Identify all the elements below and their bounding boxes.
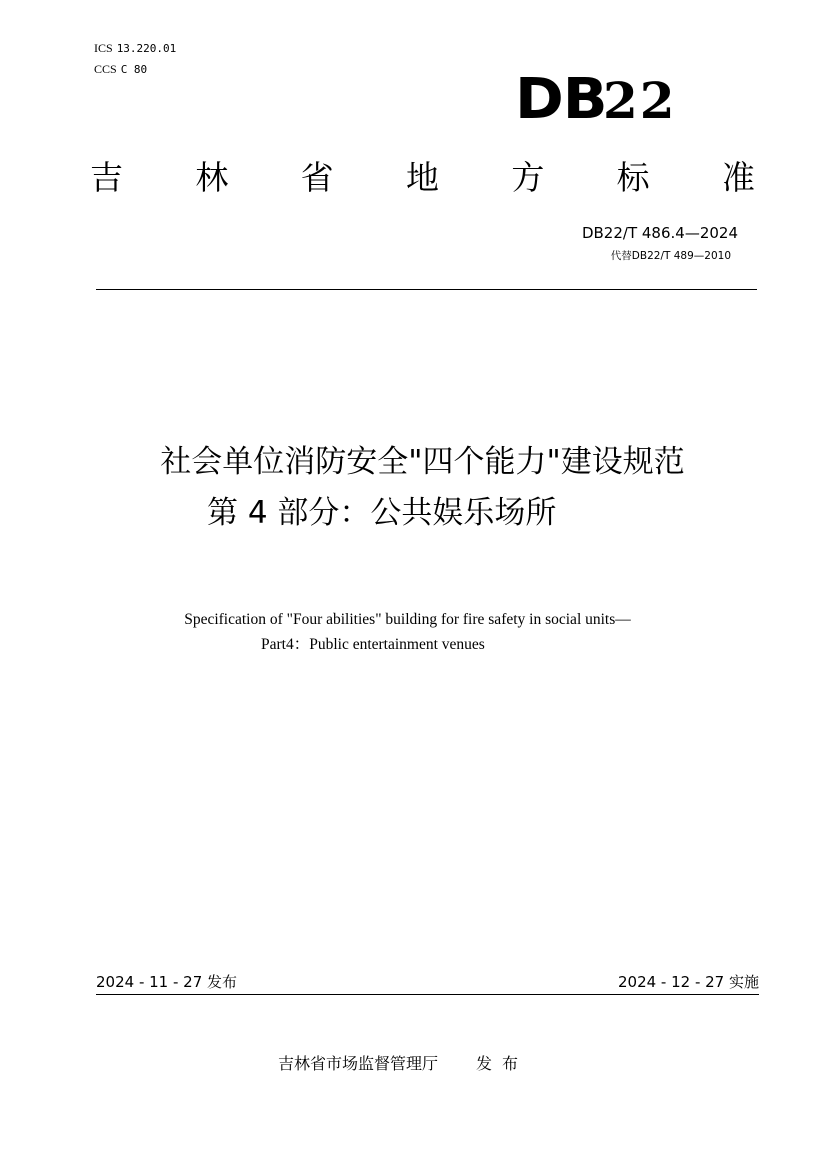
publisher: [278, 1053, 528, 1075]
standard-type-char: 标: [616, 158, 650, 197]
document-title-line1: 社会单位消防安全"四个能力"建设规范: [160, 444, 685, 480]
ccs-label: CCS: [94, 62, 117, 76]
standard-type-char: 地: [405, 158, 439, 197]
header-divider: [96, 289, 757, 290]
implementation-date: 2024 - 12 - 27 实施: [617, 973, 759, 991]
replaces-standard: 代替DB22/T 489—2010: [610, 250, 731, 262]
standard-type-char: 省: [300, 158, 334, 197]
standard-logo: [515, 67, 705, 132]
standard-type-char: 吉: [90, 158, 123, 197]
english-title-line2: Part4：Public entertainment venues: [261, 636, 485, 653]
standard-type-char: 林: [195, 158, 229, 197]
ics-label: ICS: [94, 41, 113, 55]
ics-code: [94, 41, 176, 56]
standard-type-char: 方: [511, 158, 545, 197]
standard-type-char: 准: [721, 158, 755, 197]
issue-date: 2024 - 11 - 27 发布: [96, 973, 238, 991]
publisher-name: 吉林省市场监督管理厅: [278, 1054, 439, 1073]
standard-number: DB22/T 486.4—2024: [581, 224, 738, 242]
standard-type-heading: [90, 156, 755, 200]
ccs-code: [94, 62, 147, 77]
logo-prefix: DB: [515, 67, 607, 132]
logo-number: 22: [603, 71, 677, 130]
ccs-value: C 80: [120, 63, 148, 76]
english-title-line1: Specification of "Four abilities" building for fire safety in social units—: [184, 611, 631, 628]
ics-value: 13.220.01: [116, 42, 177, 55]
publisher-suffix: 发布: [476, 1054, 529, 1073]
document-title-line2: 第 4 部分：公共娱乐场所: [207, 495, 557, 531]
footer-divider: [96, 994, 759, 995]
